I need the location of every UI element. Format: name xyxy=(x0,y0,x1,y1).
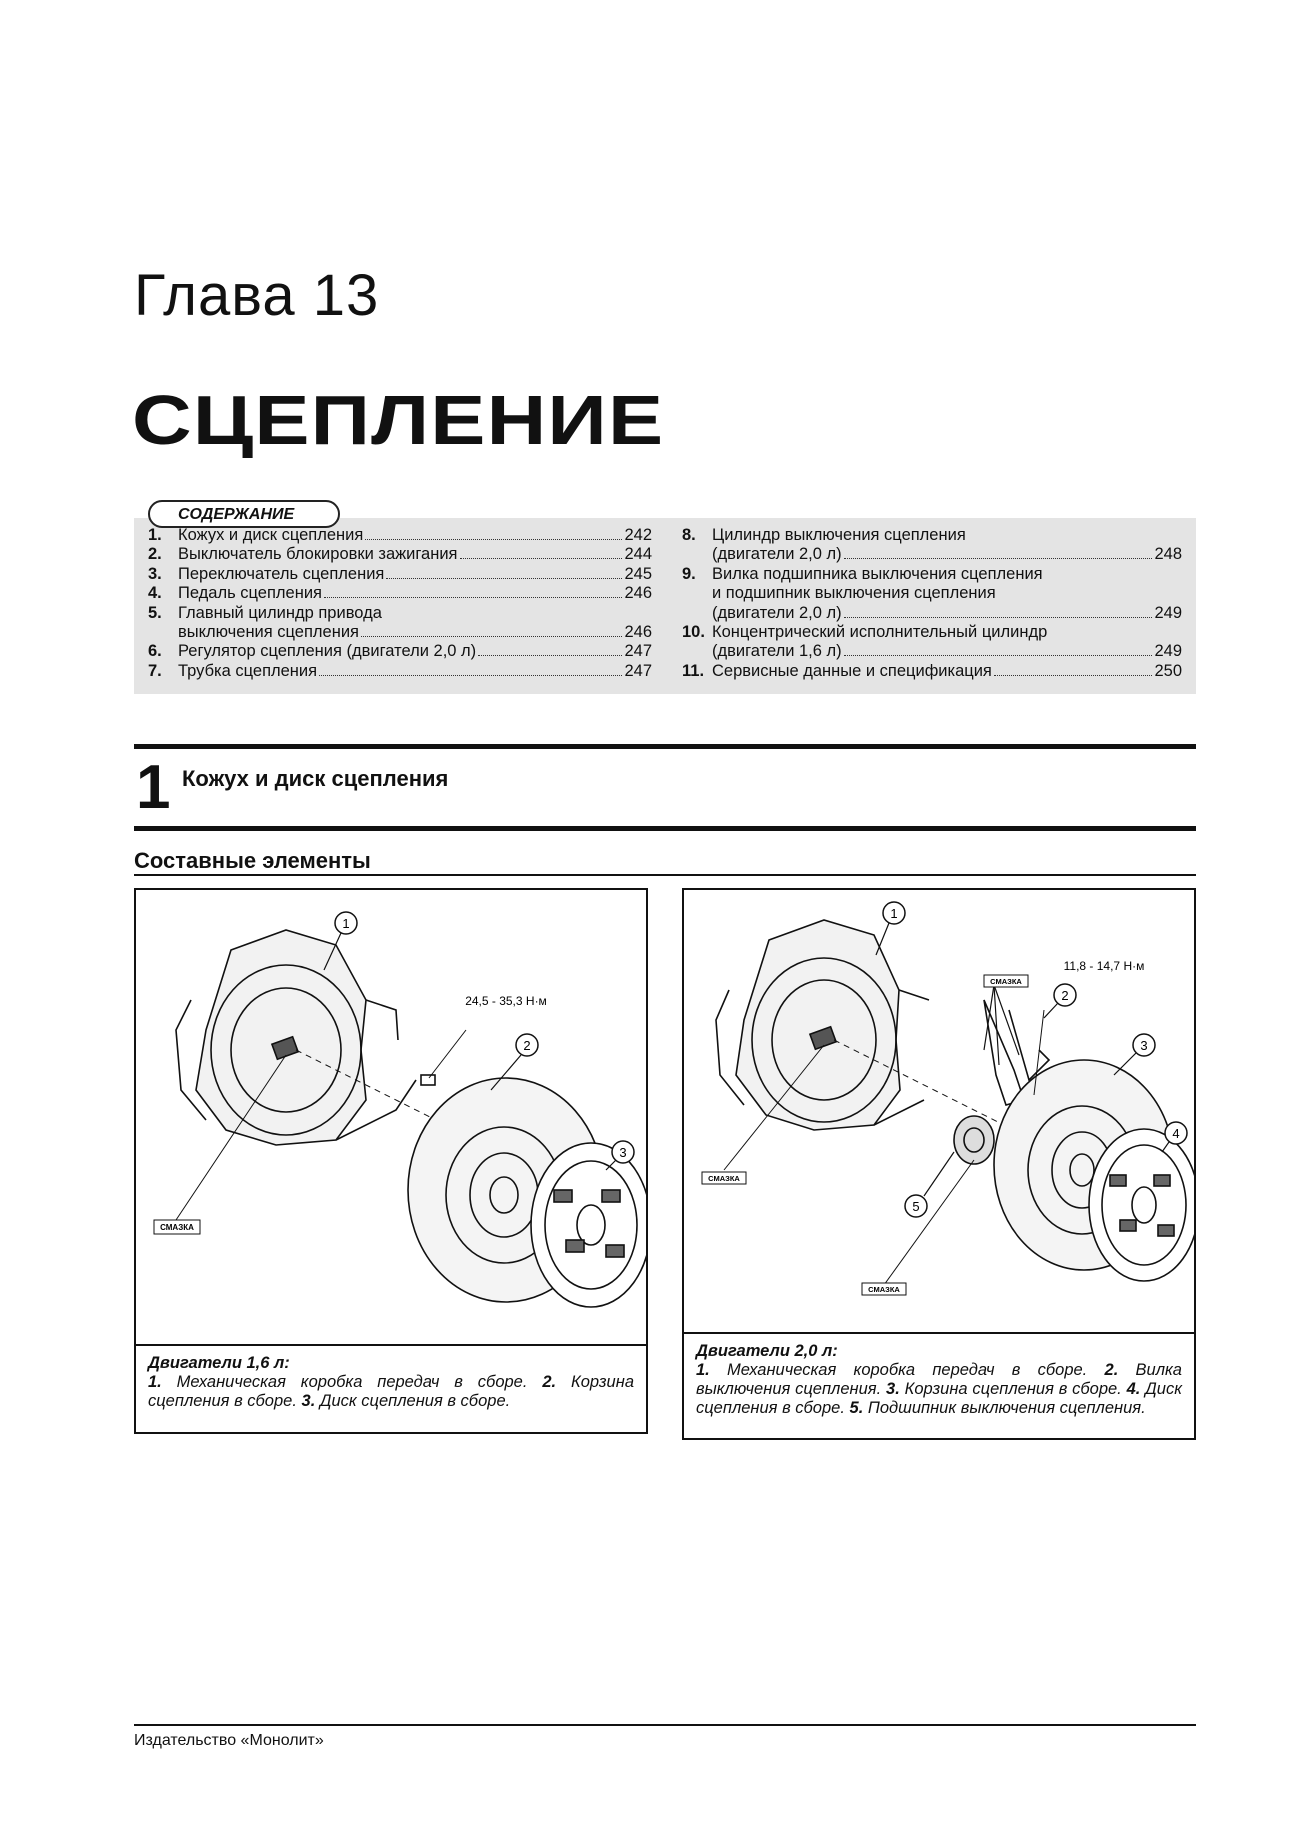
caption-text xyxy=(696,1361,1182,1418)
grease-label-fork: СМАЗКА xyxy=(990,977,1022,986)
clutch-exploded-diagram-1-6 xyxy=(136,890,646,1330)
caption-text xyxy=(148,1373,634,1411)
toc-item-title: и подшипник выключения сцепления xyxy=(712,584,996,603)
section-title: Кожух и диск сцепления xyxy=(182,766,449,791)
subsection-title: Составные элементы xyxy=(134,848,371,873)
callout-1: 1 xyxy=(890,906,898,921)
toc-item xyxy=(148,526,652,545)
callout-2: 2 xyxy=(523,1038,531,1053)
toc-item-page: 250 xyxy=(1154,661,1182,680)
toc-item xyxy=(148,662,652,681)
toc-item xyxy=(148,604,652,643)
toc-item-number: 3. xyxy=(148,564,162,583)
toc-item-title: (двигатели 2,0 л) xyxy=(712,545,842,564)
caption-item-number: 1. xyxy=(148,1373,162,1391)
toc-item xyxy=(148,565,652,584)
toc-item-title: Трубка сцепления xyxy=(178,661,318,680)
toc-item-title: Сервисные данные и спецификация xyxy=(712,661,992,680)
toc-heading: СОДЕРЖАНИЕ xyxy=(148,500,340,528)
toc-item-number: 1. xyxy=(148,526,162,544)
figure-engine-1-6 xyxy=(134,888,648,1434)
toc-item-page: 245 xyxy=(624,564,652,583)
grease-label-bearing: СМАЗКА xyxy=(868,1285,900,1294)
toc-item xyxy=(682,623,1182,662)
callout-2: 2 xyxy=(1061,988,1069,1003)
toc-item xyxy=(148,545,652,564)
toc-item-title: Переключатель сцепления xyxy=(178,564,385,583)
toc-item-title: Педаль сцепления xyxy=(178,584,322,603)
figure-engine-2-0 xyxy=(682,888,1196,1440)
section-bottom-rule xyxy=(134,826,1196,831)
caption-item-text: Корзина сцепления в сборе. xyxy=(899,1380,1127,1398)
toc-item-title: (двигатели 2,0 л) xyxy=(712,603,842,622)
toc-item-page: 244 xyxy=(624,545,652,564)
toc-item-page: 247 xyxy=(624,642,652,661)
callout-4: 4 xyxy=(1172,1126,1180,1141)
toc-item-page: 246 xyxy=(624,623,652,642)
toc-item xyxy=(682,565,1182,623)
caption-item-text: Вилка выключения сцепления. xyxy=(696,1361,1182,1398)
caption-title: Двигатели 1,6 л: xyxy=(148,1354,290,1372)
toc-item-number: 8. xyxy=(682,526,696,544)
caption-item-number: 3. xyxy=(301,1392,316,1410)
figure-caption xyxy=(684,1332,1194,1438)
callout-1: 1 xyxy=(342,916,350,931)
toc-item-title: выключения сцепления xyxy=(178,623,359,642)
caption-item-text: Диск сцепления в сборе. xyxy=(315,1392,511,1410)
toc-item-title: Вилка подшипника выключения сцепления xyxy=(712,564,1043,583)
toc-item-number: 7. xyxy=(148,661,162,680)
toc-item-number: 10. xyxy=(682,623,705,642)
caption-item-text: Корзина сцепления в сборе. xyxy=(148,1373,634,1410)
callout-3: 3 xyxy=(619,1145,627,1160)
section-number: 1 xyxy=(136,753,171,822)
toc-item-title: Цилиндр выключения сцепления xyxy=(712,526,966,544)
toc-column-left xyxy=(148,526,652,681)
caption-item-number: 4. xyxy=(1126,1380,1141,1398)
toc-item-page: 248 xyxy=(1154,545,1182,564)
caption-item-number: 3. xyxy=(886,1380,900,1398)
torque-label: 11,8 - 14,7 Н·м xyxy=(1063,959,1145,973)
footer-rule xyxy=(134,1724,1196,1726)
figure-caption xyxy=(136,1344,646,1432)
caption-item-number: 5. xyxy=(849,1399,864,1417)
caption-item-number: 2. xyxy=(542,1373,557,1391)
caption-item-text: Подшипник выключения сцепления. xyxy=(863,1399,1146,1417)
toc-item-title: Кожух и диск сцепления xyxy=(178,526,364,544)
callout-3: 3 xyxy=(1140,1038,1148,1053)
callout-5: 5 xyxy=(912,1199,920,1214)
toc-item xyxy=(148,584,652,603)
toc-item-title: Концентрический исполнительный цилиндр xyxy=(712,623,1048,642)
toc-item-page: 246 xyxy=(624,584,652,603)
caption-item-text: Механическая коробка передач в сборе. xyxy=(709,1361,1105,1379)
toc-item-number: 9. xyxy=(682,564,696,583)
clutch-exploded-diagram-2-0 xyxy=(684,890,1194,1330)
toc-item-number: 4. xyxy=(148,584,162,603)
toc-item-page: 249 xyxy=(1154,642,1182,661)
toc-item-title: Главный цилиндр привода xyxy=(178,603,382,622)
toc-item xyxy=(682,662,1182,681)
toc-item xyxy=(682,526,1182,565)
toc-item-page: 247 xyxy=(624,661,652,680)
caption-title: Двигатели 2,0 л: xyxy=(696,1342,838,1360)
toc-item xyxy=(148,642,652,661)
torque-label: 24,5 - 35,3 Н·м xyxy=(465,994,547,1008)
grease-label-shaft: СМАЗКА xyxy=(708,1174,740,1183)
subsection-rule xyxy=(134,874,1196,876)
toc-column-right xyxy=(682,526,1182,681)
grease-label: СМАЗКА xyxy=(160,1223,194,1232)
caption-item-number: 2. xyxy=(1104,1361,1119,1379)
toc-item-title: Регулятор сцепления (двигатели 2,0 л) xyxy=(178,642,477,661)
toc-item-number: 6. xyxy=(148,642,162,661)
chapter-title: СЦЕПЛЕНИЕ xyxy=(132,381,665,459)
chapter-label: Глава 13 xyxy=(134,263,380,328)
footer-publisher: Издательство «Монолит» xyxy=(134,1732,324,1749)
toc-item-title: Выключатель блокировки зажигания xyxy=(178,545,458,564)
section-top-rule xyxy=(134,744,1196,749)
toc-item-title: (двигатели 1,6 л) xyxy=(712,642,842,661)
toc-item-page: 242 xyxy=(624,526,652,544)
caption-item-text: Диск сцепления в сборе. xyxy=(696,1380,1183,1417)
toc-item-number: 2. xyxy=(148,545,162,564)
toc-item-page: 249 xyxy=(1154,603,1182,622)
caption-item-number: 1. xyxy=(696,1361,710,1379)
toc-item-number: 11. xyxy=(682,661,705,680)
toc-item-number: 5. xyxy=(148,603,162,622)
caption-item-text: Механическая коробка передач в сборе. xyxy=(161,1373,543,1391)
